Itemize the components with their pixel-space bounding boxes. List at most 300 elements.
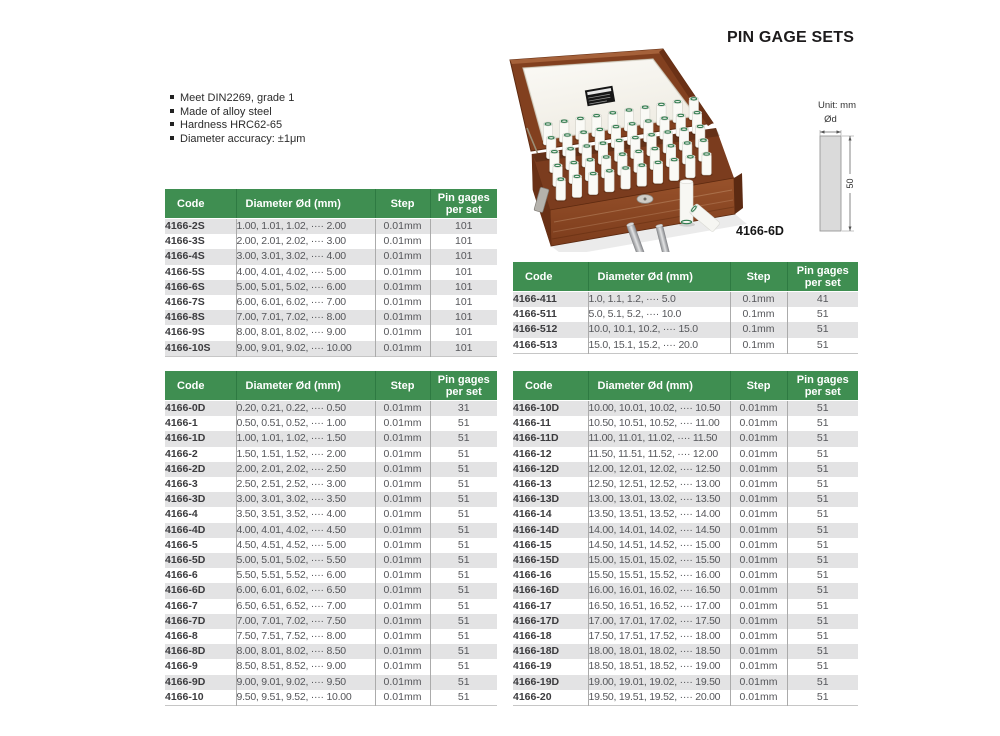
diameter-cell: 0.20, 0.21, 0.22, ···· 0.50 [236, 401, 375, 417]
pin-canister [684, 155, 696, 179]
step-cell: 0.01mm [375, 295, 430, 310]
spec-table-d-low [165, 371, 497, 706]
diameter-cell: 0.50, 0.51, 0.52, ···· 1.00 [236, 416, 375, 431]
code-cell: 4166-12 [513, 447, 588, 462]
spec-table-metric-coarse [513, 262, 858, 354]
diameter-cell: 4.50, 4.51, 4.52, ···· 5.00 [236, 538, 375, 553]
code-cell: 4166-18D [513, 644, 588, 659]
table-row [165, 477, 497, 492]
diameter-cell: 19.00, 19.01, 19.02, ···· 19.50 [588, 675, 730, 690]
table-row [165, 507, 497, 522]
code-cell: 4166-19 [513, 659, 588, 674]
diameter-cell: 8.00, 8.01, 8.02, ···· 8.50 [236, 644, 375, 659]
step-cell: 0.01mm [375, 219, 430, 235]
code-cell: 4166-16 [513, 568, 588, 583]
diameter-cell: 10.50, 10.51, 10.52, ···· 11.00 [588, 416, 730, 431]
step-cell: 0.01mm [730, 644, 787, 659]
step-cell: 0.01mm [375, 447, 430, 462]
step-cell: 0.01mm [730, 401, 787, 417]
unit-diagram [808, 98, 878, 238]
pin-count-cell: 51 [787, 431, 858, 446]
pin-count-cell: 51 [787, 553, 858, 568]
diameter-cell: 11.00, 11.01, 11.02, ···· 11.50 [588, 431, 730, 446]
code-cell: 4166-8 [165, 629, 236, 644]
diameter-cell: 17.50, 17.51, 17.52, ···· 18.00 [588, 629, 730, 644]
bullet-square-icon [170, 122, 174, 126]
pin-count-cell: 51 [430, 431, 497, 446]
diameter-cell: 18.50, 18.51, 18.52, ···· 19.00 [588, 659, 730, 674]
column-header: Diameter Ød (mm) [588, 262, 730, 292]
diameter-cell: 3.50, 3.51, 3.52, ···· 4.00 [236, 507, 375, 522]
pin-count-cell: 51 [787, 629, 858, 644]
pin-count-cell: 51 [430, 629, 497, 644]
pin-count-cell: 51 [787, 322, 858, 337]
diameter-cell: 14.50, 14.51, 14.52, ···· 15.00 [588, 538, 730, 553]
code-cell: 4166-11D [513, 431, 588, 446]
step-cell: 0.01mm [730, 599, 787, 614]
step-cell: 0.01mm [730, 507, 787, 522]
column-header: Code [165, 371, 236, 401]
table-row [165, 310, 497, 325]
code-cell: 4166-8D [165, 644, 236, 659]
spec-table-s-series [165, 189, 497, 357]
step-cell: 0.01mm [375, 234, 430, 249]
code-cell: 4166-9 [165, 659, 236, 674]
step-cell: 0.01mm [375, 629, 430, 644]
diameter-cell: 19.50, 19.51, 19.52, ···· 20.00 [588, 690, 730, 706]
table-row [165, 280, 497, 295]
pin-profile [820, 136, 841, 231]
table-row [165, 249, 497, 264]
code-cell: 4166-5S [165, 265, 236, 280]
diameter-cell: 7.00, 7.01, 7.02, ···· 7.50 [236, 614, 375, 629]
pin-count-cell: 51 [787, 568, 858, 583]
bullet-square-icon [170, 95, 174, 99]
bullet-square-icon [170, 136, 174, 140]
feature-item [170, 106, 305, 120]
pin-canister [571, 175, 583, 199]
code-cell: 4166-7S [165, 295, 236, 310]
table-row [165, 325, 497, 340]
table-row [165, 690, 497, 706]
step-cell: 0.01mm [375, 249, 430, 264]
step-cell: 0.01mm [375, 553, 430, 568]
code-cell: 4166-512 [513, 322, 588, 337]
diameter-cell: 18.00, 18.01, 18.02, ···· 18.50 [588, 644, 730, 659]
column-header: Code [165, 189, 236, 219]
pin-count-cell: 51 [787, 462, 858, 477]
step-cell: 0.01mm [730, 659, 787, 674]
table-row [165, 553, 497, 568]
table-row [513, 322, 858, 337]
diameter-cell: 14.00, 14.01, 14.02, ···· 14.50 [588, 523, 730, 538]
code-cell: 4166-2 [165, 447, 236, 462]
step-cell: 0.01mm [375, 538, 430, 553]
table-row [165, 462, 497, 477]
step-cell: 0.01mm [375, 310, 430, 325]
pin-canister [652, 161, 664, 185]
table-row [513, 416, 858, 431]
table-row [165, 583, 497, 598]
table-row [165, 401, 497, 417]
code-cell: 4166-411 [513, 292, 588, 308]
diameter-cell: 13.50, 13.51, 13.52, ···· 14.00 [588, 507, 730, 522]
step-cell: 0.01mm [730, 447, 787, 462]
pin-count-cell: 51 [430, 614, 497, 629]
pin-count-cell: 51 [430, 492, 497, 507]
step-cell: 0.01mm [375, 675, 430, 690]
column-header: Step [730, 262, 787, 292]
pin-canister [701, 152, 713, 176]
diameter-cell: 7.00, 7.01, 7.02, ···· 8.00 [236, 310, 375, 325]
code-cell: 4166-20 [513, 690, 588, 706]
pin-count-cell: 51 [787, 307, 858, 322]
pin-count-cell: 51 [787, 338, 858, 354]
step-cell: 0.01mm [375, 507, 430, 522]
unit-label: Unit: mm [818, 100, 856, 111]
column-header: Pin gages per set [787, 262, 858, 292]
step-cell: 0.01mm [730, 568, 787, 583]
code-cell: 4166-4S [165, 249, 236, 264]
step-cell: 0.01mm [375, 325, 430, 340]
step-cell: 0.01mm [730, 431, 787, 446]
step-cell: 0.1mm [730, 322, 787, 337]
diameter-cell: 8.50, 8.51, 8.52, ···· 9.00 [236, 659, 375, 674]
pin-count-cell: 51 [430, 675, 497, 690]
table-row [165, 659, 497, 674]
step-cell: 0.01mm [375, 265, 430, 280]
diameter-cell: 15.50, 15.51, 15.52, ···· 16.00 [588, 568, 730, 583]
table-row [513, 292, 858, 308]
table-row [513, 599, 858, 614]
column-header: Step [730, 371, 787, 401]
pin-count-cell: 51 [430, 538, 497, 553]
feature-list [170, 92, 305, 146]
table-row [513, 507, 858, 522]
column-header: Step [375, 371, 430, 401]
bullet-square-icon [170, 109, 174, 113]
diameter-cell: 1.50, 1.51, 1.52, ···· 2.00 [236, 447, 375, 462]
feature-text: Meet DIN2269, grade 1 [180, 92, 295, 104]
code-cell: 4166-2S [165, 219, 236, 235]
header-row [165, 371, 497, 401]
pin-count-cell: 51 [430, 644, 497, 659]
diameter-cell: 4.00, 4.01, 4.02, ···· 4.50 [236, 523, 375, 538]
column-header: Diameter Ød (mm) [588, 371, 730, 401]
pin-count-cell: 51 [430, 462, 497, 477]
pin-count-cell: 101 [430, 325, 497, 340]
pin-canister [587, 172, 599, 196]
pin-count-cell: 51 [430, 507, 497, 522]
pin-count-cell: 51 [787, 447, 858, 462]
diameter-cell: 16.00, 16.01, 16.02, ···· 16.50 [588, 583, 730, 598]
code-cell: 4166-13 [513, 477, 588, 492]
table-row [513, 477, 858, 492]
diameter-cell: 16.50, 16.51, 16.52, ···· 17.00 [588, 599, 730, 614]
pin-canister [668, 158, 680, 182]
diameter-cell: 6.50, 6.51, 6.52, ···· 7.00 [236, 599, 375, 614]
table-row [165, 265, 497, 280]
diameter-cell: 1.0, 1.1, 1.2, ···· 5.0 [588, 292, 730, 308]
step-cell: 0.01mm [375, 341, 430, 357]
code-cell: 4166-10S [165, 341, 236, 357]
code-cell: 4166-12D [513, 462, 588, 477]
feature-text: Diameter accuracy: ±1μm [180, 132, 306, 145]
column-header: Step [375, 189, 430, 219]
diameter-cell: 3.00, 3.01, 3.02, ···· 3.50 [236, 492, 375, 507]
length-dim-label: 50 [845, 178, 855, 189]
code-cell: 4166-15 [513, 538, 588, 553]
step-cell: 0.01mm [730, 629, 787, 644]
pin-count-cell: 51 [430, 477, 497, 492]
pin-count-cell: 51 [430, 568, 497, 583]
table-row [165, 234, 497, 249]
code-cell: 4166-3D [165, 492, 236, 507]
page-title: PIN GAGE SETS [727, 29, 855, 46]
code-cell: 4166-10 [165, 690, 236, 706]
pin-count-cell: 51 [787, 538, 858, 553]
code-cell: 4166-511 [513, 307, 588, 322]
header-row [513, 262, 858, 292]
code-cell: 4166-8S [165, 310, 236, 325]
table-row [513, 462, 858, 477]
column-header: Code [513, 371, 588, 401]
diameter-cell: 12.50, 12.51, 12.52, ···· 13.00 [588, 477, 730, 492]
step-cell: 0.01mm [375, 568, 430, 583]
code-cell: 4166-6S [165, 280, 236, 295]
pin-count-cell: 51 [787, 690, 858, 706]
diameter-dim-label: Ød [824, 114, 837, 125]
code-cell: 4166-9D [165, 675, 236, 690]
step-cell: 0.01mm [730, 614, 787, 629]
spec-table-d-high [513, 371, 858, 706]
step-cell: 0.01mm [375, 644, 430, 659]
step-cell: 0.01mm [730, 675, 787, 690]
code-cell: 4166-3 [165, 477, 236, 492]
table-row [513, 307, 858, 322]
box-latch [637, 195, 653, 204]
table-row [165, 675, 497, 690]
pin-count-cell: 41 [787, 292, 858, 308]
table-row [513, 614, 858, 629]
step-cell: 0.01mm [730, 462, 787, 477]
pin-canister [555, 177, 567, 201]
table-row [165, 431, 497, 446]
pin-count-cell: 101 [430, 310, 497, 325]
table-row [513, 583, 858, 598]
feature-item [170, 133, 305, 147]
header-row [165, 189, 497, 219]
pin-count-cell: 31 [430, 401, 497, 417]
code-cell: 4166-6D [165, 583, 236, 598]
pin-count-cell: 101 [430, 265, 497, 280]
code-cell: 4166-14 [513, 507, 588, 522]
diameter-cell: 17.00, 17.01, 17.02, ···· 17.50 [588, 614, 730, 629]
step-cell: 0.01mm [730, 583, 787, 598]
code-cell: 4166-19D [513, 675, 588, 690]
diameter-cell: 11.50, 11.51, 11.52, ···· 12.00 [588, 447, 730, 462]
step-cell: 0.01mm [730, 553, 787, 568]
diameter-cell: 5.0, 5.1, 5.2, ···· 10.0 [588, 307, 730, 322]
pin-count-cell: 51 [787, 507, 858, 522]
table-row [165, 644, 497, 659]
feature-item [170, 92, 305, 106]
pin-canister [636, 163, 648, 187]
table-row [165, 568, 497, 583]
table-row [513, 568, 858, 583]
pin-count-cell: 51 [787, 492, 858, 507]
code-cell: 4166-5 [165, 538, 236, 553]
pin-count-cell: 51 [430, 659, 497, 674]
code-cell: 4166-513 [513, 338, 588, 354]
product-code-label: 4166-6D [736, 224, 784, 238]
pin-count-cell: 51 [787, 477, 858, 492]
diameter-cell: 15.00, 15.01, 15.02, ···· 15.50 [588, 553, 730, 568]
code-cell: 4166-2D [165, 462, 236, 477]
code-cell: 4166-9S [165, 325, 236, 340]
table-row [513, 492, 858, 507]
column-header: Pin gages per set [430, 189, 497, 219]
pin-count-cell: 51 [430, 553, 497, 568]
step-cell: 0.01mm [375, 659, 430, 674]
step-cell: 0.01mm [730, 523, 787, 538]
pin-count-cell: 51 [787, 523, 858, 538]
table-row [165, 341, 497, 357]
diameter-cell: 10.0, 10.1, 10.2, ···· 15.0 [588, 322, 730, 337]
table-row [165, 219, 497, 235]
pin-count-cell: 51 [430, 447, 497, 462]
table-row [513, 690, 858, 706]
table-row [513, 644, 858, 659]
step-cell: 0.01mm [730, 477, 787, 492]
table-row [165, 492, 497, 507]
diameter-cell: 6.00, 6.01, 6.02, ···· 7.00 [236, 295, 375, 310]
step-cell: 0.01mm [375, 280, 430, 295]
diameter-cell: 7.50, 7.51, 7.52, ···· 8.00 [236, 629, 375, 644]
step-cell: 0.01mm [730, 538, 787, 553]
step-cell: 0.01mm [730, 690, 787, 706]
diameter-cell: 6.00, 6.01, 6.02, ···· 6.50 [236, 583, 375, 598]
pin-count-cell: 101 [430, 234, 497, 249]
step-cell: 0.1mm [730, 307, 787, 322]
step-cell: 0.01mm [375, 477, 430, 492]
code-cell: 4166-14D [513, 523, 588, 538]
step-cell: 0.01mm [375, 599, 430, 614]
table-row [165, 629, 497, 644]
code-cell: 4166-17 [513, 599, 588, 614]
code-cell: 4166-13D [513, 492, 588, 507]
diameter-cell: 9.50, 9.51, 9.52, ···· 10.00 [236, 690, 375, 706]
table-row [165, 523, 497, 538]
code-cell: 4166-6 [165, 568, 236, 583]
column-header: Diameter Ød (mm) [236, 189, 375, 219]
step-cell: 0.01mm [375, 462, 430, 477]
pin-count-cell: 51 [787, 614, 858, 629]
diameter-cell: 1.00, 1.01, 1.02, ···· 1.50 [236, 431, 375, 446]
product-photo [502, 42, 792, 252]
pin-count-cell: 51 [787, 599, 858, 614]
step-cell: 0.01mm [375, 614, 430, 629]
table-row [165, 447, 497, 462]
pin-count-cell: 51 [787, 675, 858, 690]
step-cell: 0.01mm [375, 401, 430, 417]
table-row [165, 614, 497, 629]
step-cell: 0.1mm [730, 338, 787, 354]
pin-dimension-drawing [808, 129, 878, 238]
diameter-cell: 4.00, 4.01, 4.02, ···· 5.00 [236, 265, 375, 280]
pin-count-cell: 51 [787, 583, 858, 598]
diameter-cell: 12.00, 12.01, 12.02, ···· 12.50 [588, 462, 730, 477]
code-cell: 4166-3S [165, 234, 236, 249]
diameter-cell: 10.00, 10.01, 10.02, ···· 10.50 [588, 401, 730, 417]
step-cell: 0.01mm [375, 416, 430, 431]
column-header: Pin gages per set [430, 371, 497, 401]
diameter-cell: 2.00, 2.01, 2.02, ···· 3.00 [236, 234, 375, 249]
step-cell: 0.01mm [730, 416, 787, 431]
step-cell: 0.01mm [730, 492, 787, 507]
table-row [165, 599, 497, 614]
diameter-cell: 5.00, 5.01, 5.02, ···· 5.50 [236, 553, 375, 568]
code-cell: 4166-7D [165, 614, 236, 629]
code-cell: 4166-16D [513, 583, 588, 598]
diameter-cell: 13.00, 13.01, 13.02, ···· 13.50 [588, 492, 730, 507]
table-row [165, 538, 497, 553]
feature-text: Made of alloy steel [180, 105, 272, 118]
code-cell: 4166-7 [165, 599, 236, 614]
pin-canister [603, 169, 615, 193]
pin-count-cell: 51 [430, 690, 497, 706]
column-header: Code [513, 262, 588, 292]
diameter-cell: 5.50, 5.51, 5.52, ···· 6.00 [236, 568, 375, 583]
table-row [513, 401, 858, 417]
code-cell: 4166-1 [165, 416, 236, 431]
table-row [513, 553, 858, 568]
diameter-cell: 5.00, 5.01, 5.02, ···· 6.00 [236, 280, 375, 295]
feature-text: Hardness HRC62-65 [180, 119, 283, 132]
pin-count-cell: 101 [430, 341, 497, 357]
step-cell: 0.01mm [375, 690, 430, 706]
pin-count-cell: 101 [430, 249, 497, 264]
pin-count-cell: 51 [787, 659, 858, 674]
feature-item [170, 119, 305, 133]
code-cell: 4166-0D [165, 401, 236, 417]
table-row [513, 447, 858, 462]
diameter-cell: 2.00, 2.01, 2.02, ···· 2.50 [236, 462, 375, 477]
pin-count-cell: 101 [430, 219, 497, 235]
column-header: Pin gages per set [787, 371, 858, 401]
header-row [513, 371, 858, 401]
pin-count-cell: 51 [787, 644, 858, 659]
code-cell: 4166-4D [165, 523, 236, 538]
pin-count-cell: 51 [430, 583, 497, 598]
pin-count-cell: 51 [430, 523, 497, 538]
code-cell: 4166-18 [513, 629, 588, 644]
pin-count-cell: 51 [787, 401, 858, 417]
diameter-cell: 3.00, 3.01, 3.02, ···· 4.00 [236, 249, 375, 264]
table-row [513, 338, 858, 354]
diameter-cell: 2.50, 2.51, 2.52, ···· 3.00 [236, 477, 375, 492]
pin-canister [620, 166, 632, 190]
diameter-cell: 15.0, 15.1, 15.2, ···· 20.0 [588, 338, 730, 354]
step-cell: 0.1mm [730, 292, 787, 308]
table-row [513, 659, 858, 674]
pin-count-cell: 51 [430, 416, 497, 431]
step-cell: 0.01mm [375, 492, 430, 507]
column-header: Diameter Ød (mm) [236, 371, 375, 401]
diameter-cell: 8.00, 8.01, 8.02, ···· 9.00 [236, 325, 375, 340]
pin-count-cell: 51 [787, 416, 858, 431]
canister-standing [680, 180, 693, 224]
